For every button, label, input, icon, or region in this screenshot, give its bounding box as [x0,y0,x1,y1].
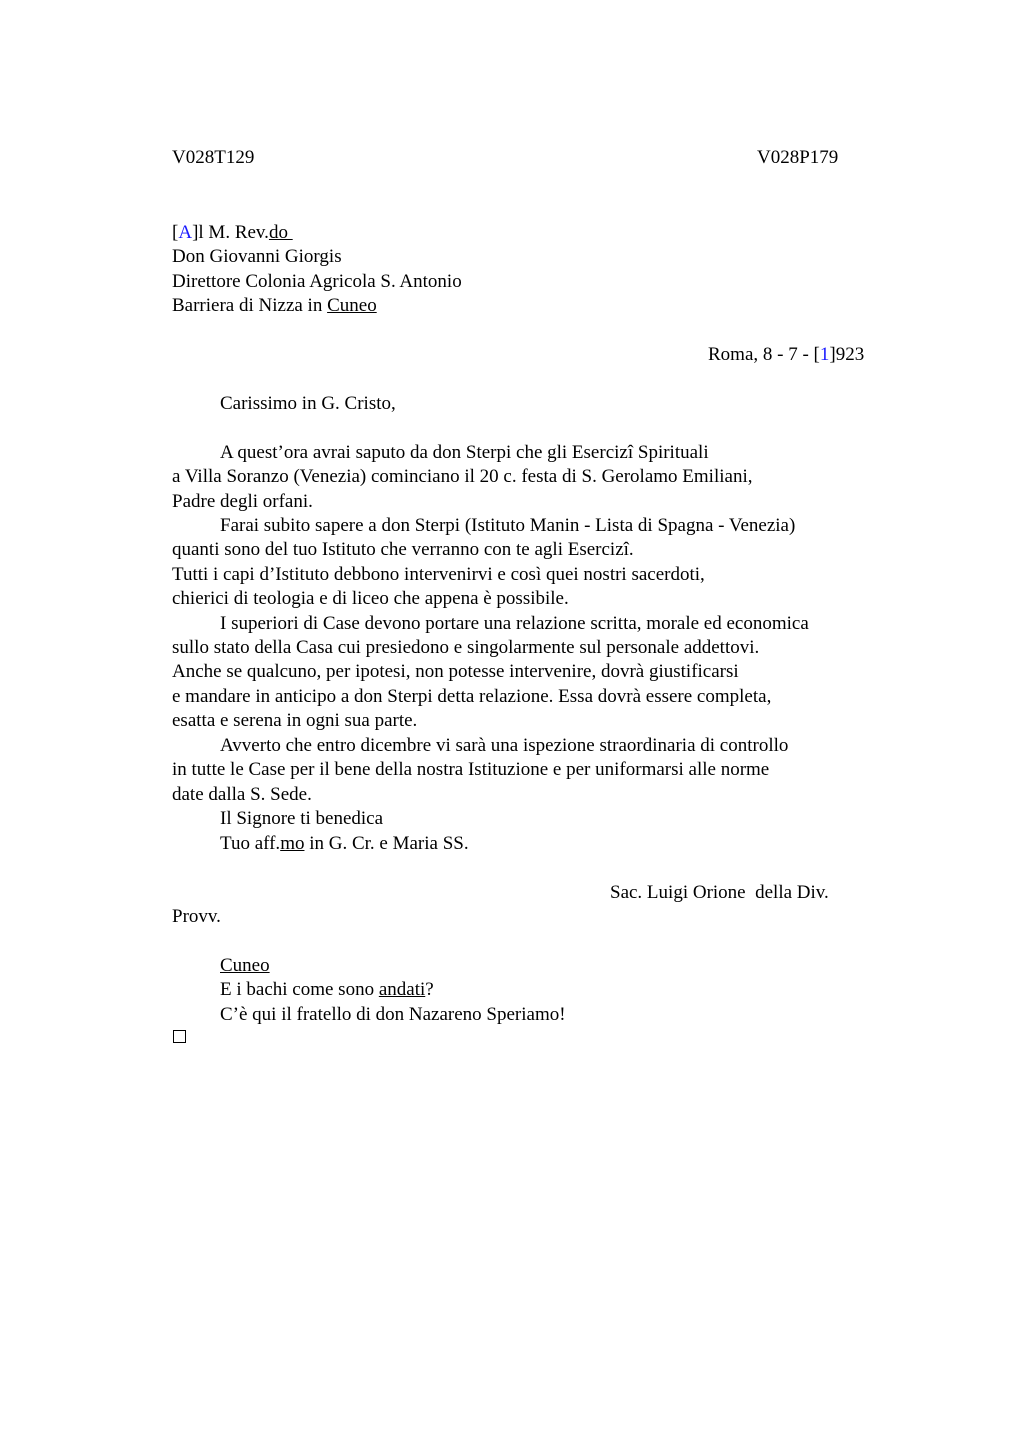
postscript-heading: Cuneo [220,955,270,976]
bracket-letter: A [178,222,193,243]
body-line: chierici di teologia e di liceo che appena è possibile. [172,588,569,609]
body-line: e mandare in anticipo a don Sterpi detta relazione. Essa dovrà essere completa, [172,686,772,707]
bracket-open: [ [172,222,179,243]
header-right-code: V028P179 [757,147,839,168]
address-line-2: Don Giovanni Giorgis [172,246,342,267]
postscript-line-1 [220,978,434,1002]
body-text: Spirituali [633,442,709,463]
address-line-1-abbrev: do [268,222,293,243]
salutation: Carissimo in G. Cristo, [220,393,396,414]
header-left-code: V028T129 [172,147,255,168]
signature-line-1: Sac. Luigi Orione della Div. [610,882,829,903]
address-line-4 [172,294,377,318]
date-pre: Roma, 8 - 7 - [ [708,344,820,365]
body-text: quanti sono del tuo Istituto che verranno con te agli Esercizi [172,539,629,560]
body-line: Padre degli orfani. [172,491,313,512]
date-post: ]923 [829,344,865,365]
letter-date [708,343,864,367]
closing [220,832,469,856]
body-text: . [628,539,634,560]
address-line-4-text: Barriera di Nizza in [172,295,328,316]
body-line: I superiori di Case devono portare una relazione scritta, morale ed economica [220,613,809,634]
body-line: sullo stato della Casa cui presiedono e singolarmente sul personale addettovi. [172,637,760,658]
signature-line-2: Provv. [172,906,221,927]
postscript-text: E i bachi come sono [220,979,379,1000]
body-line [220,441,709,465]
end-marker-box [173,1030,186,1043]
address-line-1 [172,221,293,245]
postscript-line-2: C’è qui il fratello di don Nazareno Speriamo! [220,1004,566,1025]
body-line: in tutte le Case per il bene della nostra Istituzione e per uniformarsi alle norme [172,759,770,780]
date-digit: 1 [819,344,830,365]
body-line: Avverto che entro dicembre vi sarà una ispezione straordinaria di controllo [220,735,789,756]
closing-text: in G. Cr. e Maria SS. [304,833,469,854]
closing-abbrev: mo [280,833,305,854]
address-city: Cuneo [327,295,377,316]
body-line: Farai subito sapere a don Sterpi (Istituto Manin - Lista di Spagna - Venezia) [220,515,796,536]
body-line: esatta e serena in ogni sua parte. [172,710,418,731]
body-line: a Villa Soranzo (Venezia) cominciano il 20 c. festa di S. Gerolamo Emiliani, [172,466,753,487]
body-text: A quest’ora avrai saputo da don Sterpi che gli Esercizi [220,442,634,463]
body-line: Tutti i capi d’Istituto debbono intervenirvi e così quei nostri sacerdoti, [172,564,705,585]
blessing: Il Signore ti benedica [220,808,384,829]
address-line-1-text: ]l M. Rev. [192,222,269,243]
address-line-3: Direttore Colonia Agricola S. Antonio [172,271,462,292]
body-line: date dalla S. Sede. [172,784,312,805]
postscript-underlined: andati [378,979,426,1000]
closing-text: Tuo aff. [220,833,281,854]
postscript-text: ? [425,979,434,1000]
body-line [172,538,634,562]
body-line: Anche se qualcuno, per ipotesi, non potesse intervenire, dovrà giustificarsi [172,661,739,682]
